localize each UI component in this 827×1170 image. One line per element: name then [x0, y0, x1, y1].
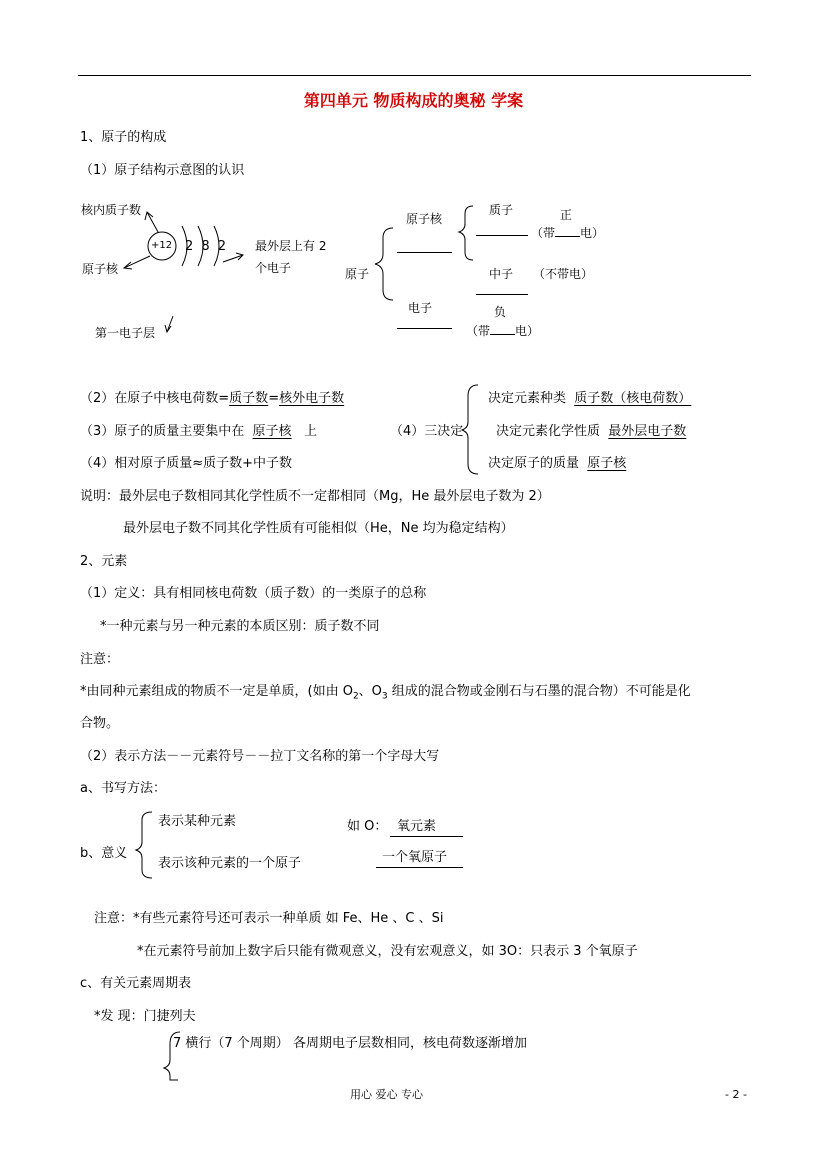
- item-2-prefix: （2）在原子中核电荷数=: [80, 391, 230, 406]
- label-nucleus: 原子核: [82, 262, 119, 276]
- attention-1-sub-2: 3: [381, 691, 388, 702]
- tree-positive: 正: [560, 208, 573, 222]
- attention-1-sub-1: 2: [352, 691, 359, 702]
- footer-center: 用心 爱心 专心: [350, 1088, 423, 1101]
- element-difference: *一种元素与另一种元素的本质区别：质子数不同: [100, 619, 380, 634]
- item-3-answer: 原子核: [252, 424, 292, 439]
- example-2-underline: [376, 867, 463, 868]
- meaning-1: 表示某种元素: [158, 814, 237, 829]
- item-3-prefix: （3）原子的质量主要集中在: [80, 424, 245, 439]
- tree-negative: 负: [494, 305, 507, 319]
- decide-1-answer: 质子数（核电荷数）: [574, 391, 692, 406]
- attention-1-a: *由同种元素组成的物质不一定是单质，(如由 O: [80, 684, 353, 699]
- periodic-rows: 7 横行（7 个周期） 各周期电子层数相同，核电荷数逐渐增加: [173, 1036, 527, 1051]
- item-3: [80, 425, 317, 438]
- attention-1: [80, 685, 691, 702]
- label-outer-shell-2: 个电子: [255, 261, 292, 275]
- page-title: 第四单元 物质构成的奥秘 学案: [303, 91, 524, 110]
- decide-2-text: 决定元素化学性质: [496, 424, 601, 439]
- tree-proton-blank: [476, 235, 528, 236]
- tree-charge-open: [531, 226, 604, 239]
- tree-electron: 电子: [408, 301, 433, 315]
- item-2-answer-a: 质子数: [229, 391, 269, 406]
- note-1: 说明：最外层电子数相同其化学性质不一定都相同（Mg，He 最外层电子数为 2）: [80, 489, 550, 504]
- three-decide-label: （4）三决定: [390, 424, 464, 439]
- periodic-table-heading: c、有关元素周期表: [80, 976, 192, 991]
- tree-charge2-close-text: 电）: [515, 324, 540, 338]
- item-3-suffix: 上: [303, 424, 317, 439]
- page-number: - 2 -: [725, 1088, 747, 1101]
- tree-nucleus: 原子核: [406, 212, 443, 226]
- item-2-eq: =: [268, 391, 280, 406]
- discoverer: *发 现：门捷列夫: [94, 1009, 196, 1024]
- example-prefix: 如 O：: [347, 819, 388, 834]
- attention-1-cont: 合物。: [80, 716, 120, 731]
- decide-3: [488, 457, 626, 470]
- example-2: 一个氧原子: [382, 850, 448, 865]
- electron-shells: 2 8 2: [185, 239, 229, 254]
- section-1-heading: 1、原子的构成: [80, 130, 167, 145]
- element-definition: （1）定义：具有相同核电荷数（质子数）的一类原子的总称: [80, 586, 427, 601]
- decide-1-text: 决定元素种类: [488, 391, 567, 406]
- item-4a: （4）相对原子质量≈质子数+中子数: [80, 456, 293, 471]
- label-outer-shell: 最外层上有 2: [255, 239, 327, 253]
- attention-1-b: 、O: [358, 684, 382, 699]
- meaning-2: 表示该种元素的一个原子: [158, 856, 302, 871]
- decide-3-answer: 原子核: [587, 456, 627, 471]
- example-1-underline: [390, 836, 463, 837]
- tree-charge2-open-text: （带: [466, 324, 491, 338]
- attention-label: 注意：: [80, 652, 120, 667]
- nucleus-charge: +12: [151, 240, 173, 251]
- representation: （2）表示方法－－元素符号－－拉丁文名称的第一个字母大写: [80, 749, 440, 764]
- attention-1-c: 组成的混合物或金刚石与石墨的混合物）不可能是化: [387, 684, 691, 699]
- tree-charge-close-text: 电）: [580, 226, 605, 240]
- tree-atom: 原子: [345, 267, 370, 281]
- tree-nucleus-blank: [397, 252, 452, 253]
- tree-neutron-blank: [476, 294, 528, 295]
- note-micro-meaning: *在元素符号前加上数字后只能有微观意义，没有宏观意义，如 3O：只表示 3 个氧原子: [137, 944, 638, 959]
- decide-3-text: 决定原子的质量: [488, 456, 580, 471]
- label-first-layer: 第一电子层: [95, 326, 156, 340]
- decide-2-answer: 最外层电子数: [608, 424, 687, 439]
- tree-charge-open-text: （带: [531, 226, 556, 240]
- tree-charge2: [466, 324, 539, 337]
- label-proton-count: 核内质子数: [81, 203, 142, 217]
- writing-method: a、书写方法：: [80, 781, 166, 796]
- note-2: 最外层电子数不同其化学性质有可能相似（He，Ne 均为稳定结构）: [123, 521, 514, 536]
- decide-1: [488, 392, 691, 405]
- decide-2: [496, 425, 686, 438]
- subheading-atom-diagram: （1）原子结构示意图的认识: [80, 163, 245, 178]
- section-2-heading: 2、元素: [80, 554, 128, 569]
- meaning-label: b、意义: [80, 846, 128, 861]
- item-2-answer-b: 核外电子数: [279, 391, 345, 406]
- tree-neutron: 中子: [489, 267, 514, 281]
- tree-electron-blank: [397, 328, 452, 329]
- tree-no-charge: （不带电）: [533, 267, 594, 281]
- item-2: [80, 392, 344, 405]
- note-single-element: 注意：*有些元素符号还可表示一种单质 如 Fe、He 、C 、Si: [94, 911, 444, 926]
- tree-proton: 质子: [489, 203, 514, 217]
- example-1: 氧元素: [397, 819, 437, 834]
